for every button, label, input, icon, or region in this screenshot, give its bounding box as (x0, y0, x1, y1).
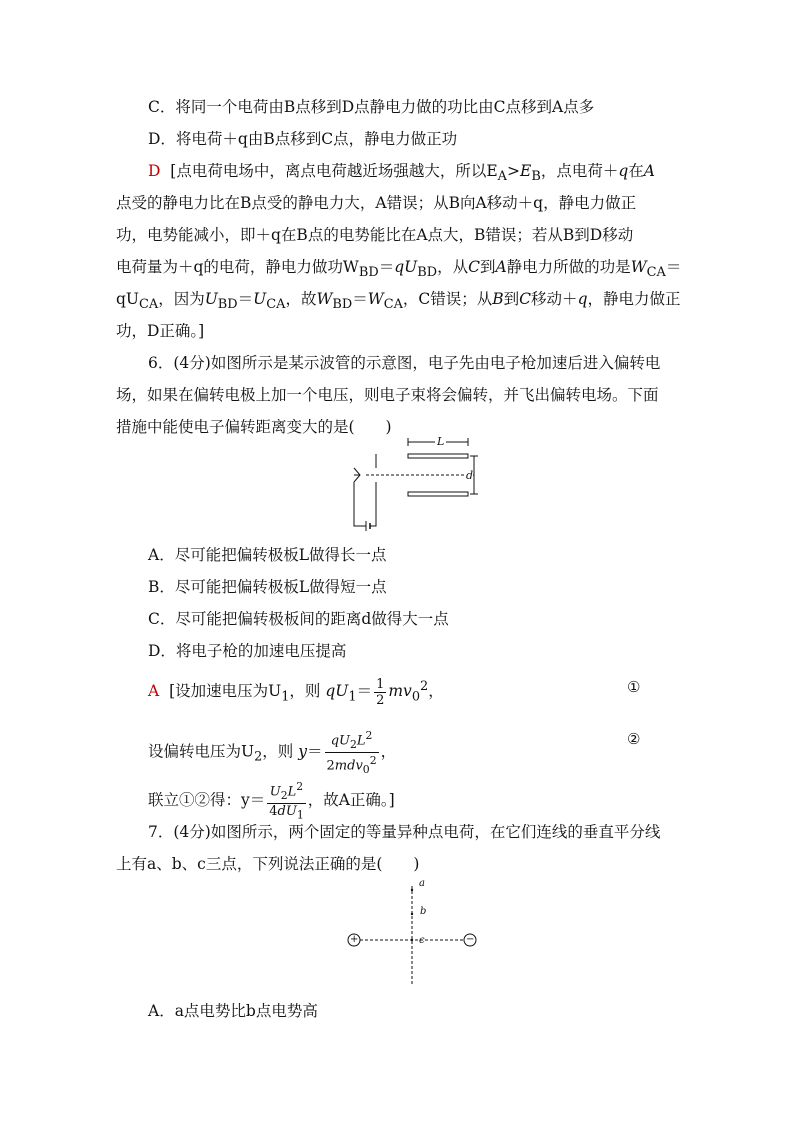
positive-charge-label: + (350, 934, 359, 945)
q5-explanation-line-2: 点受的静电力比在B点受的静电力大，A错误；从B向A移动＋q，静电力做正 (116, 194, 637, 212)
distance-label: d (466, 465, 473, 487)
q6-option-a: A．尽可能把偏转极板L做得长一点 (148, 546, 387, 564)
q5-explanation-line-4: 电荷量为＋q的电荷，静电力做功$W_{BD}=qU_{BD}$，从C到A静电力所做的功是$W_{CA}=$ (116, 258, 682, 281)
q7-stem-line-1: 7．(4分)如图所示，两个固定的等量异种点电荷，在它们连线的垂直平分线 (148, 823, 661, 841)
negative-charge-label: − (466, 934, 475, 945)
q6-stem-line-2: 场，如果在偏转电极上加一个电压，则电子束将会偏转，并飞出偏转电场。下面 (116, 386, 659, 404)
q5-answer-letter: D (148, 162, 161, 180)
q6-option-c: C．尽可能把偏转极板间的距离d做得大一点 (148, 610, 449, 628)
q6-explanation-line-3: 联立①②得：y＝ $\frac{U_2L^2}{4dU_1}$ ，故A正确。] (148, 780, 395, 822)
point-a-label: a (419, 878, 425, 889)
q7-option-a: A．a点电势比b点电势高 (148, 1002, 318, 1020)
q6-stem-line-1: 6．(4分)如图所示是某示波管的示意图，电子先由电子枪加速后进入偏转电 (148, 354, 661, 372)
q6-exp-text-1: [设加速电压为U (169, 682, 282, 701)
point-c-label: c (419, 935, 425, 946)
q5-explanation-line-6: 功，D正确。] (116, 322, 205, 340)
q6-option-b: B．尽可能把偏转极板L做得短一点 (148, 578, 387, 596)
q6-explanation-line-1: A [设加速电压为$U_1$，则 $qU_1=$ $\frac{1}{2}$ $mv_0^2$， (148, 676, 444, 708)
q6-explanation-line-2: 设偏转电压为$U_2$，则 y＝ $\frac{qU_2L^2}{2mdv_0^2}$ ， (148, 729, 397, 776)
q5-explanation-line-3: 功，电势能减小，即＋q在B点的电势能比在A点大，B错误；若从B到D移动 (116, 226, 634, 244)
q6-stem-line-3: 措施中能使电子偏转距离变大的是( ) (116, 418, 392, 436)
q6-exp-tail: ，故A正确。] (307, 790, 395, 809)
q5-explanation-line-1: D [点电荷电场中，离点电荷越近场强越大，所以$E_A>E_B$，点电荷＋q在A (148, 162, 655, 185)
q5-exp-text-1: [点电荷电场中，离点电荷越近场强越大，所以E (170, 162, 498, 180)
equation-number-2: ② (627, 730, 641, 748)
q5-option-c: C．将同一个电荷由B点移到D点静电力做的功比由C点移到A点多 (148, 98, 595, 116)
q6-option-d: D．将电子枪的加速电压提高 (148, 642, 347, 660)
q5-option-d: D．将电荷＋q由B点移到C点，静电力做正功 (148, 130, 458, 148)
point-b-label: b (420, 906, 427, 917)
q6-exp-text-3: 联立①②得：y＝ (148, 790, 266, 809)
q5-exp-text-4: 电荷量为＋q的电荷，静电力做功W (116, 258, 359, 276)
q7-stem-line-2: 上有a、b、c三点，下列说法正确的是( ) (116, 855, 420, 873)
q5-exp-text-5: qU (116, 290, 139, 308)
q6-exp-text-2: 设偏转电压为U (148, 742, 255, 761)
equation-number-1: ① (627, 678, 641, 696)
q6-answer-letter: A (148, 682, 160, 701)
q5-explanation-line-5: $qU_{CA}$，因为$U_{BD}=U_{CA}$，故$W_{BD}=W_{CA}$，C错误；从B到C移动＋q，静电力做正 (116, 290, 681, 313)
length-label: L (435, 431, 446, 453)
